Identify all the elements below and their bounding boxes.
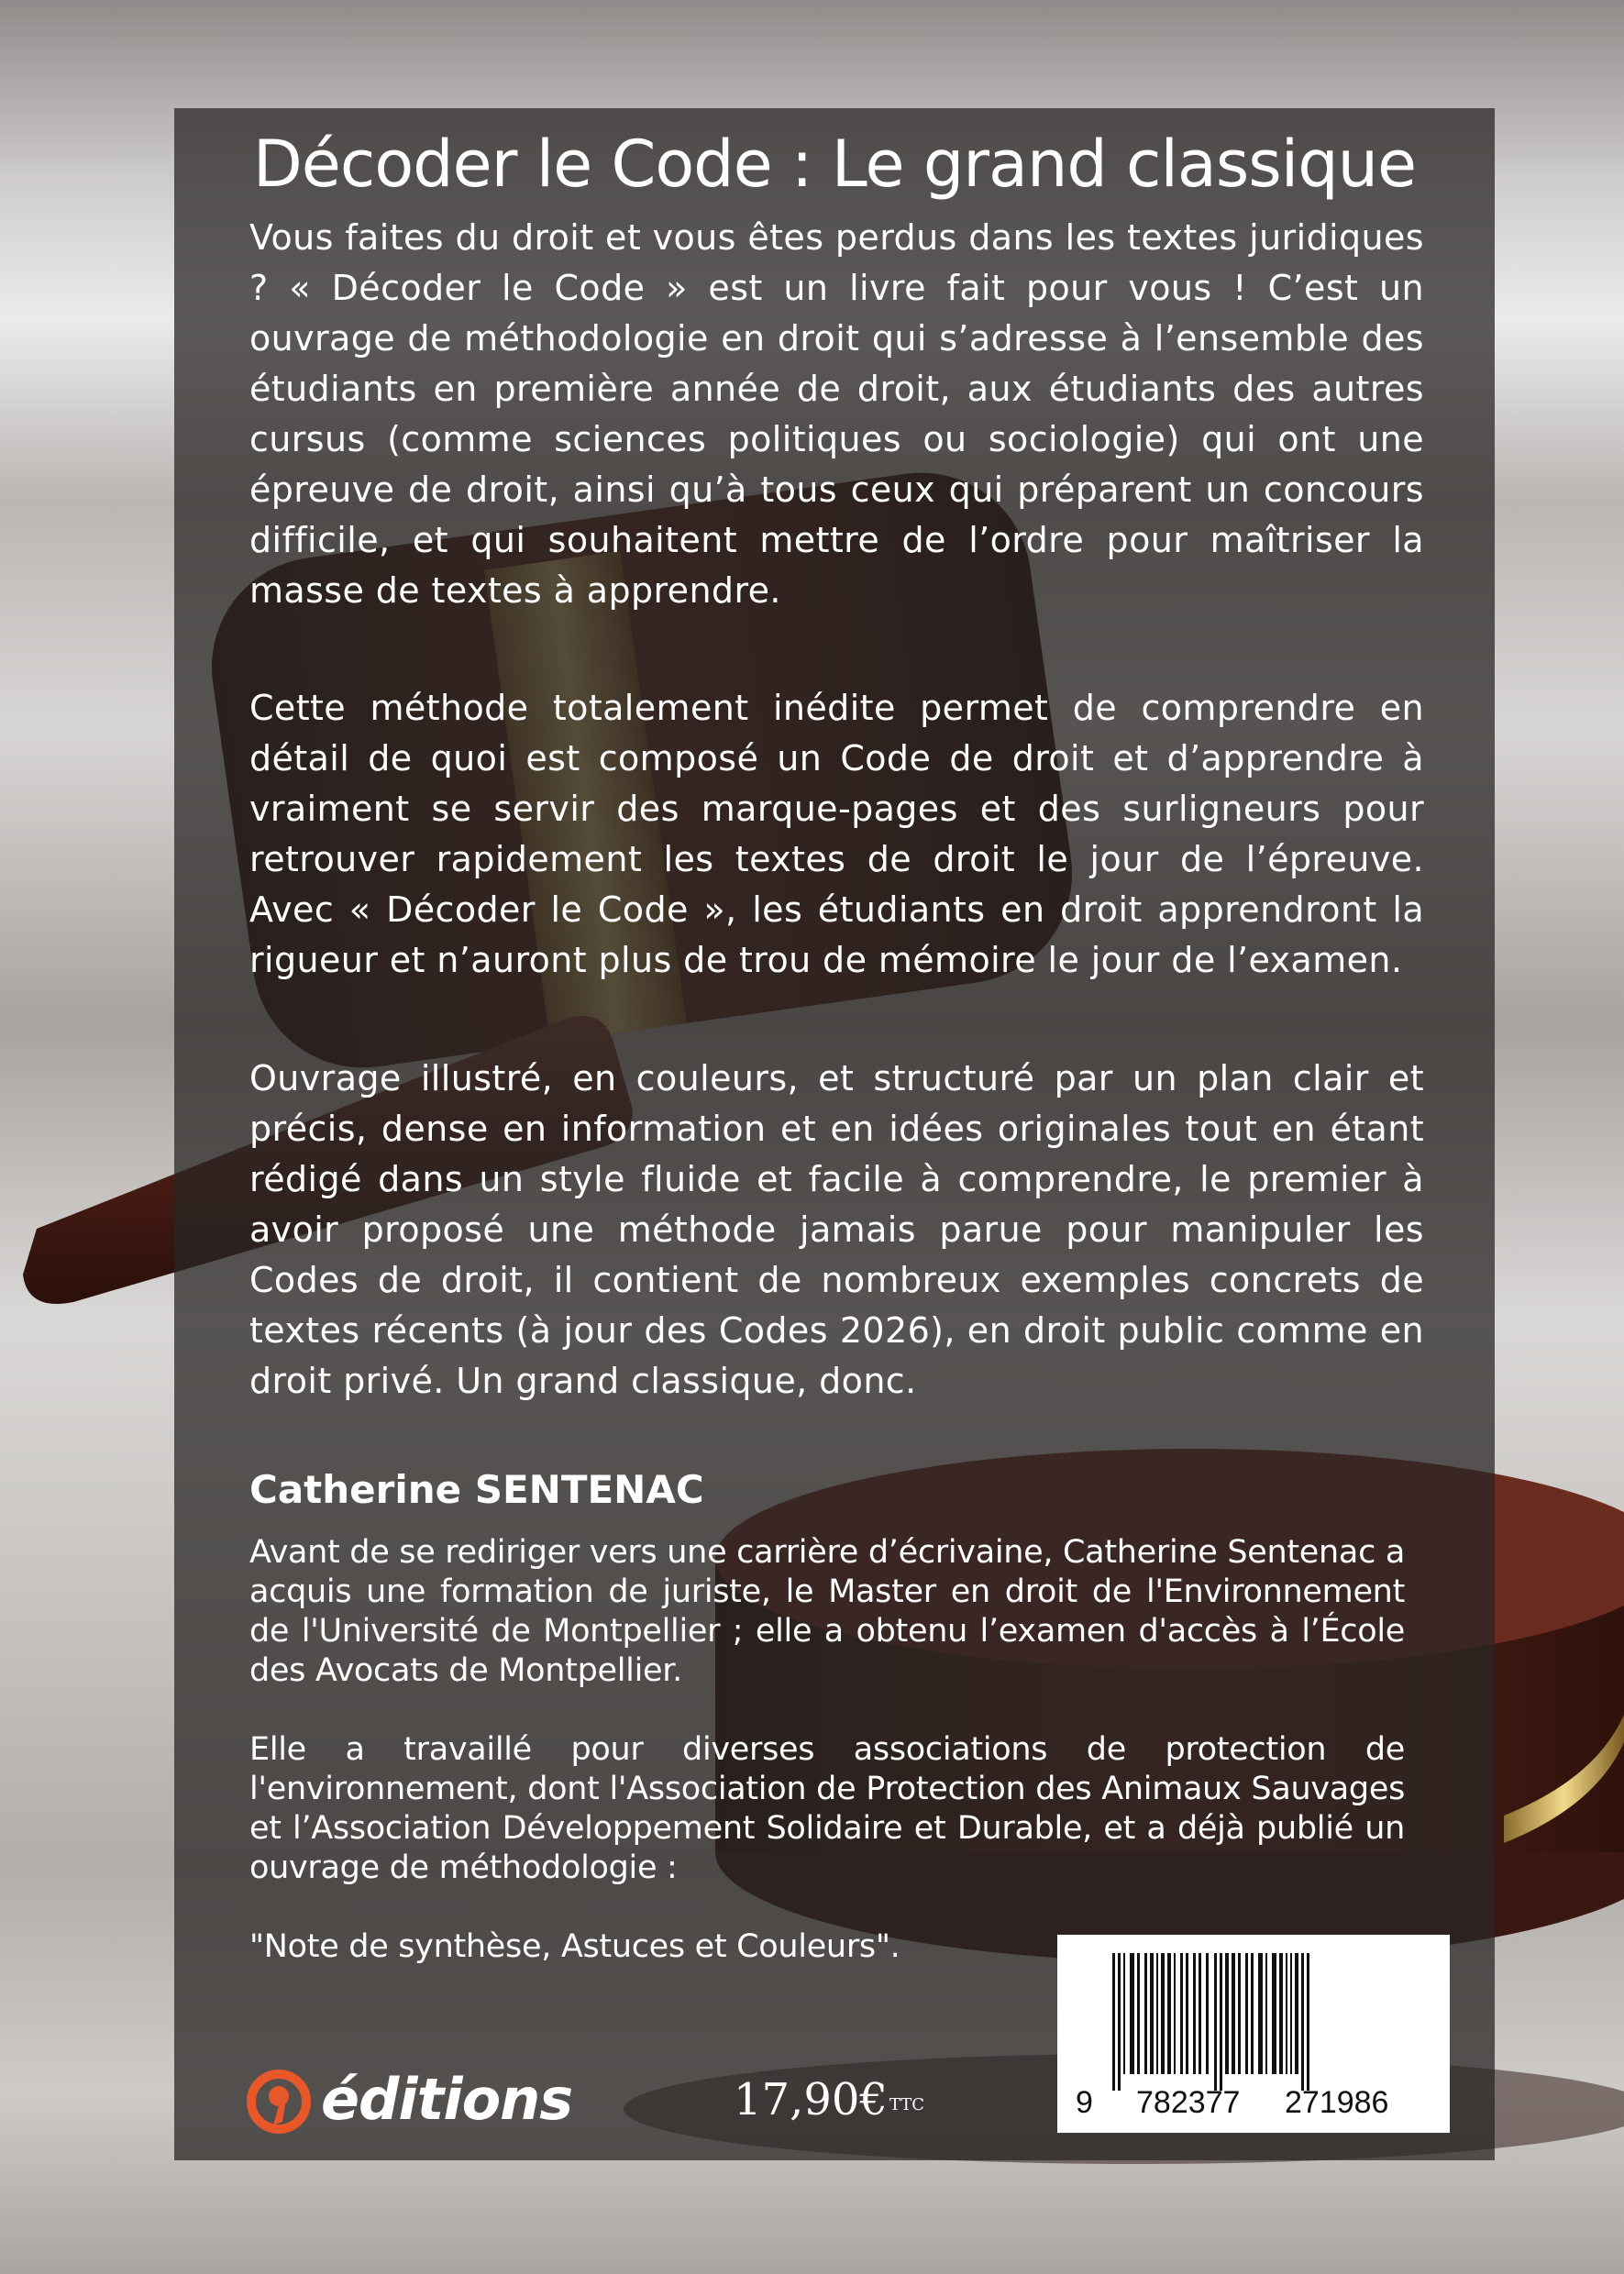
publisher-logo-icon xyxy=(246,2069,312,2135)
barcode-bar xyxy=(1301,1953,1304,2091)
barcode-bar xyxy=(1238,1953,1241,2074)
barcode-bar xyxy=(1167,1953,1171,2074)
barcode-bar xyxy=(1118,1953,1121,2091)
price-suffix: TTC xyxy=(889,2095,925,2114)
barcode-bar xyxy=(1272,1953,1276,2074)
isbn-barcode xyxy=(1057,1935,1450,2133)
barcode-bar xyxy=(1180,1953,1183,2074)
barcode-bar xyxy=(1174,1953,1176,2074)
author-previous-work: "Note de synthèse, Astuces et Couleurs". xyxy=(249,1928,900,1965)
barcode-bar xyxy=(1245,1953,1248,2074)
author-name: Catherine SENTENAC xyxy=(249,1467,704,1512)
publisher-name: éditions xyxy=(321,2066,573,2133)
description-paragraph: Cette méthode totalement inédite permet de comprendre en détail de quoi est composé un Code de droit et d’apprendre à vraiment se servir des marque-pages et des surligneurs pour retrouver rapidement les textes de droit le jour de l’épreuve. Avec « Décoder le Code », les étudiants en droit apprendront la rigueur et n’auront plus de trou de mémoire le jour de l’examen. xyxy=(249,688,1424,980)
barcode-bar xyxy=(1137,1953,1140,2074)
isbn-digits-right: 271986 xyxy=(1285,2085,1389,2120)
barcode-bar xyxy=(1279,1953,1283,2074)
barcode-bar xyxy=(1251,1953,1254,2074)
isbn-digit-prefix: 9 xyxy=(1076,2085,1093,2120)
author-bio-paragraph: Avant de se rediriger vers une carrière d’écrivaine, Catherine Sentenac a acquis une formation de juriste, le Master en droit de l'Environnement de l'Université de Montpellier ; elle a obtenu l’examen d'accès à l’École des Avocats de Montpellier. xyxy=(249,1534,1405,1689)
publisher-logo xyxy=(246,2063,576,2136)
barcode-bar xyxy=(1225,1953,1229,2074)
barcode-bar xyxy=(1156,1953,1158,2074)
isbn-digits-left: 782377 xyxy=(1136,2085,1241,2120)
barcode-bar xyxy=(1112,1953,1115,2091)
barcode-bar xyxy=(1206,1953,1209,2074)
description-paragraph: Vous faites du droit et vous êtes perdus dans les textes juridiques ? « Décoder le Code » est un livre fait pour vous ! C’est un ouvrage de méthodologie en droit qui s’adresse à l’ensemble des étudiants en première année de droit, aux étudiants des autres cursus (comme sciences politiques ou sociologie) qui ont une épreuve de droit, ainsi qu’à tous ceux qui préparent un concours difficile, et qui souhaitent mettre de l’ordre pour maîtriser la masse de textes à apprendre. xyxy=(249,217,1424,611)
barcode-bar xyxy=(1286,1953,1287,2074)
barcode-bar xyxy=(1295,1953,1298,2074)
price-amount: 17,90€ xyxy=(734,2074,888,2125)
barcode-bar xyxy=(1186,1953,1188,2074)
barcode-bar xyxy=(1199,1953,1201,2074)
barcode-bar xyxy=(1232,1953,1235,2074)
barcode-bar xyxy=(1123,1953,1125,2074)
barcode-bar xyxy=(1214,1953,1217,2091)
barcode-bar xyxy=(1193,1953,1196,2074)
barcode-bar xyxy=(1144,1953,1147,2074)
author-bio-paragraph: Elle a travaillé pour diverses associations de protection de l'environnement, dont l'Association de Protection des Animaux Sauvages et l’Association Développement Solidaire et Durable, et a déjà publié un ouvrage de méthodologie : xyxy=(249,1731,1405,1886)
barcode-bar xyxy=(1161,1953,1165,2074)
barcode-bar xyxy=(1150,1953,1154,2074)
description-paragraph: Ouvrage illustré, en couleurs, et structuré par un plan clair et précis, dense en information et en idées originales tout en étant rédigé dans un style fluide et facile à comprendre, le premier à avoir proposé une méthode jamais parue pour manipuler les Codes de droit, il contient de nombreux exemples concrets de textes récents (à jour des Codes 2026), en droit public comme en droit privé. Un grand classique, donc. xyxy=(249,1058,1424,1401)
barcode-bar xyxy=(1220,1953,1222,2091)
barcode-bar xyxy=(1307,1953,1309,2091)
price xyxy=(734,2070,924,2129)
book-title: Décoder le Code : Le grand classique xyxy=(252,127,1417,202)
barcode-bar xyxy=(1130,1953,1134,2074)
barcode-bar xyxy=(1290,1953,1292,2074)
barcode-bar xyxy=(1258,1953,1263,2074)
barcode-bar xyxy=(1265,1953,1267,2074)
